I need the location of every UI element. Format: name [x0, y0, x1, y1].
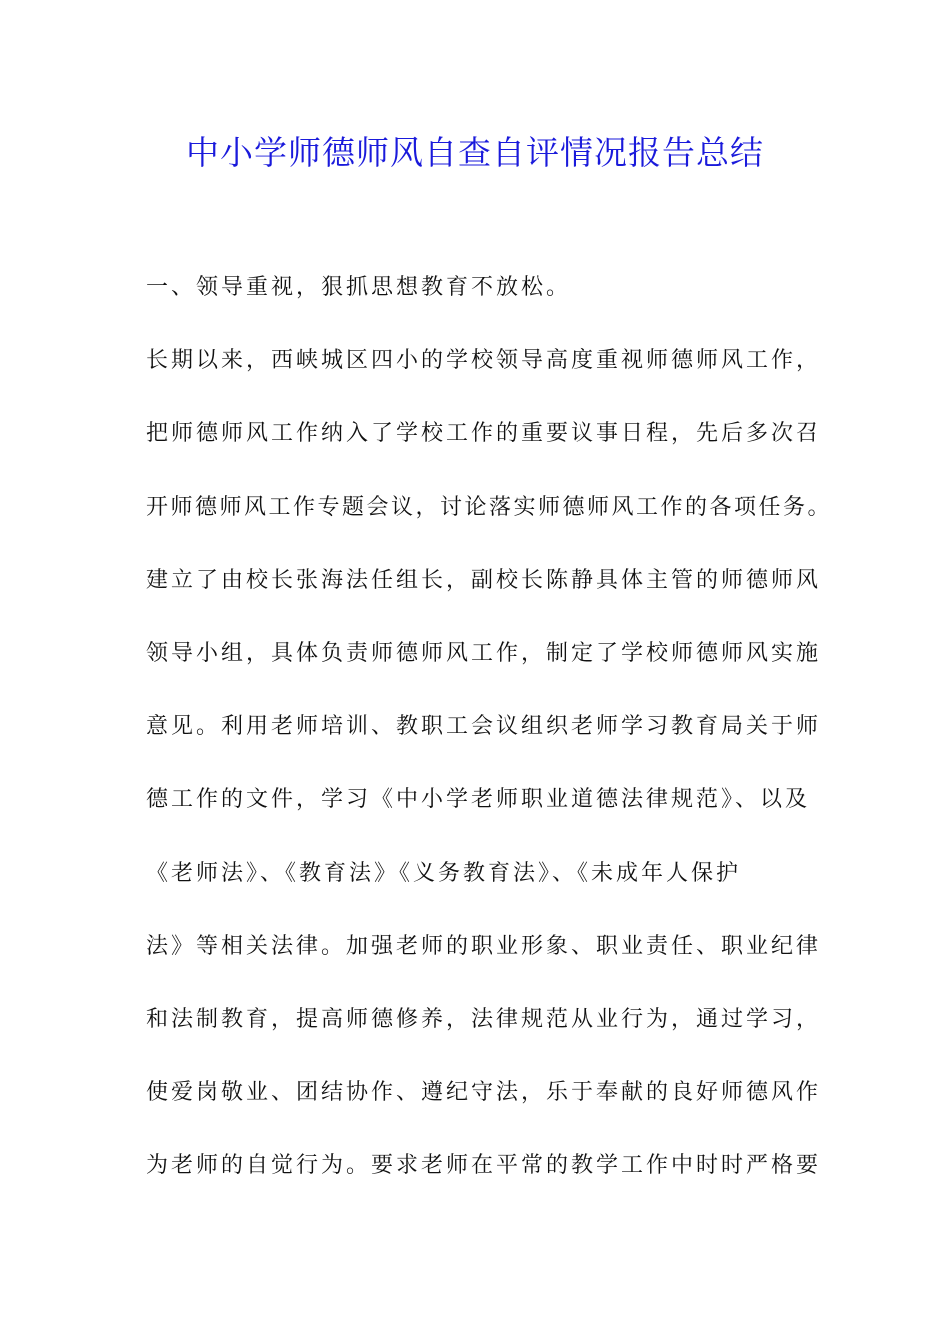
paragraph-line: 把师德师风工作纳入了学校工作的重要议事日程，先后多次召 — [146, 421, 822, 447]
document-title: 中小学师德师风自查自评情况报告总结 — [186, 133, 764, 172]
paragraph-line: 《老师法》、《教育法》《义务教育法》、《未成年人保护 — [146, 860, 742, 886]
paragraph-line: 使爱岗敬业、团结协作、遵纪守法，乐于奉献的良好师德风作 — [146, 1080, 822, 1106]
paragraph-line: 一、领导重视，狠抓思想教育不放松。 — [146, 275, 572, 300]
paragraph-line: 意见。利用老师培训、教职工会议组织老师学习教育局关于师 — [146, 714, 822, 740]
document-body — [146, 268, 833, 1219]
paragraph-line: 为老师的自觉行为。要求老师在平常的教学工作中时时严格要 — [146, 1153, 822, 1179]
paragraph-line: 和法制教育，提高师德修养，法律规范从业行为，通过学习， — [146, 1006, 822, 1032]
paragraph-line: 德工作的文件，学习《中小学老师职业道德法律规范》、以及 — [146, 787, 811, 813]
paragraph-line: 建立了由校长张海法任组长，副校长陈静具体主管的师德师风 — [146, 567, 822, 593]
paragraph-line: 开师德师风工作专题会议，讨论落实师德师风工作的各项任务。 — [146, 494, 833, 520]
paragraph-line: 法》等相关法律。加强老师的职业形象、职业责任、职业纪律 — [146, 933, 822, 959]
paragraph-line: 长期以来，西峡城区四小的学校领导高度重视师德师风工作， — [146, 348, 822, 374]
paragraph-line: 领导小组，具体负责师德师风工作，制定了学校师德师风实施 — [146, 640, 822, 666]
